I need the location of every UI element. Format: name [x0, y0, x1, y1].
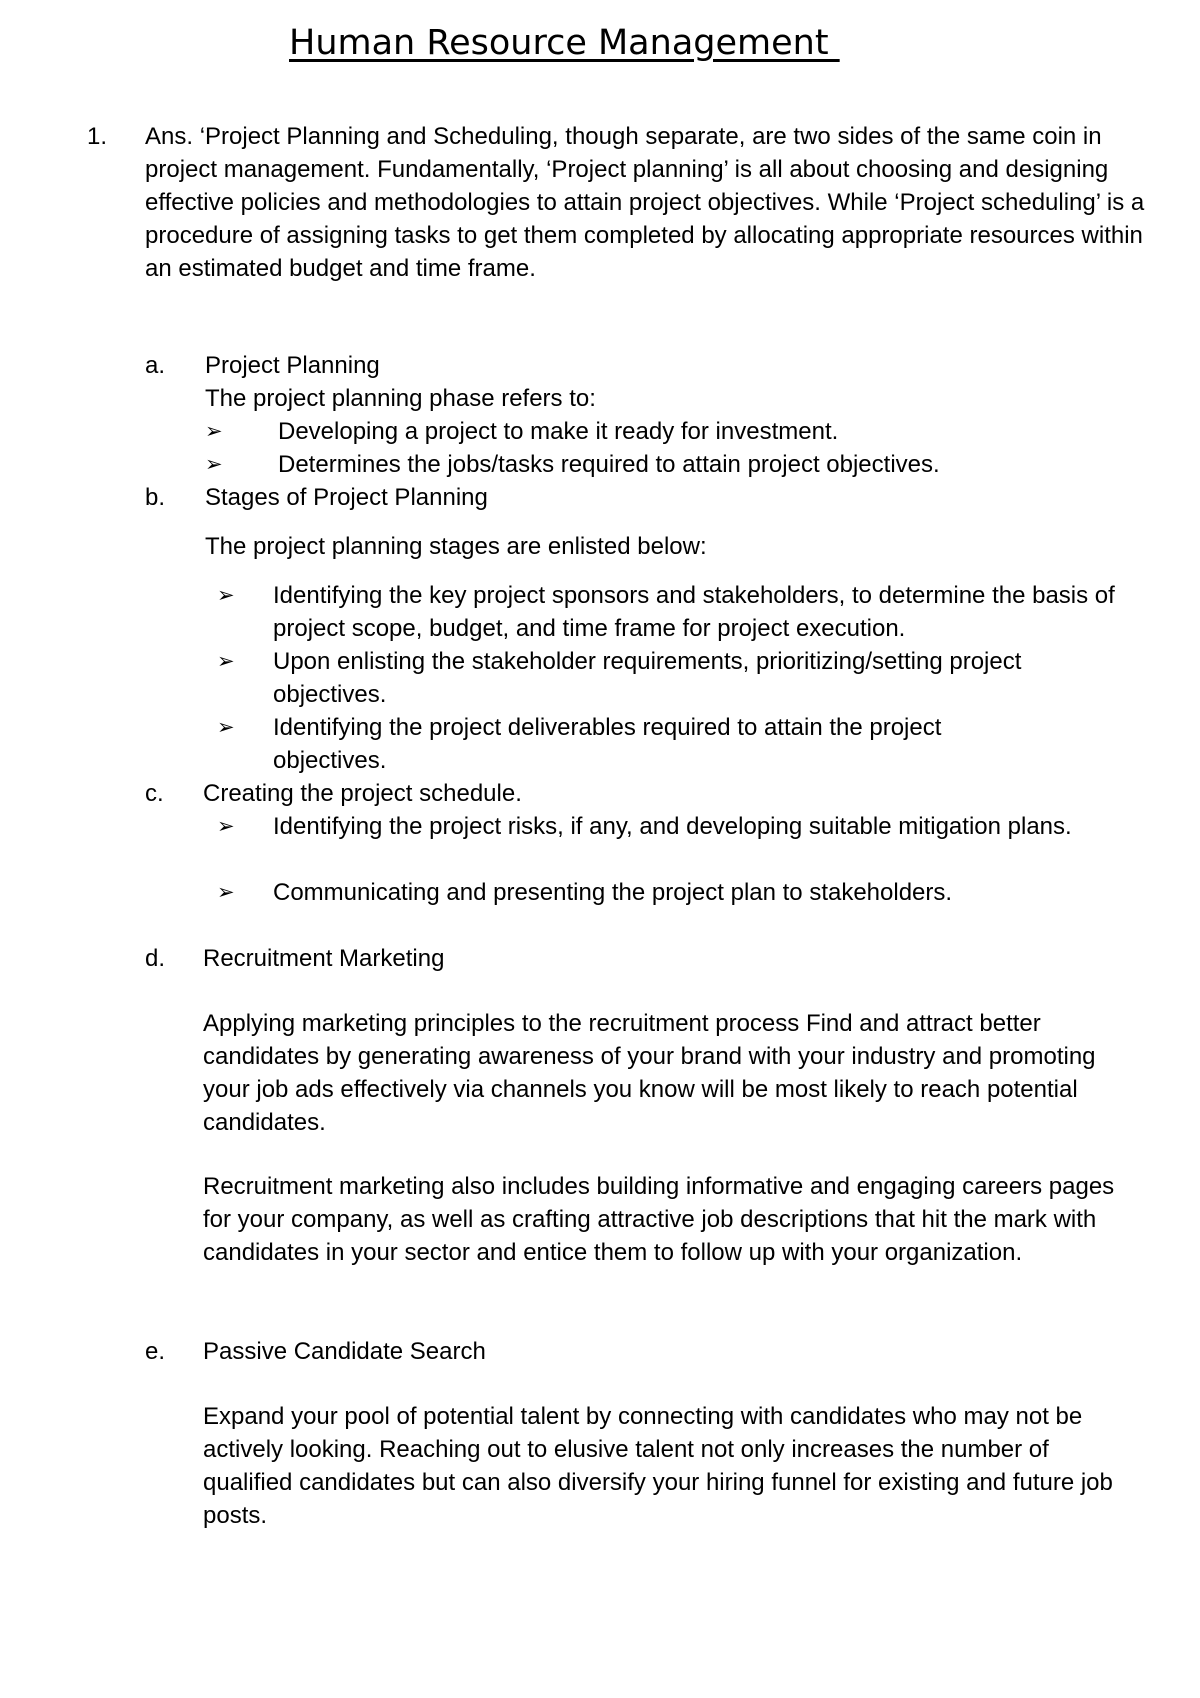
section-a-bullet-1: Developing a project to make it ready for investment. — [278, 418, 839, 445]
arrowhead-bullet-icon: ➢ — [217, 880, 235, 904]
arrowhead-bullet-icon: ➢ — [217, 649, 235, 673]
section-b-bullet-2: Upon enlisting the stakeholder requirements, prioritizing/setting project objectives. — [273, 648, 1022, 708]
section-b-bullet-1: Identifying the key project sponsors and stakeholders, to determine the basis of project scope, budget, and time frame for project execution. — [273, 582, 1115, 642]
section-c-bullet-2: Communicating and presenting the project plan to stakeholders. — [273, 879, 953, 906]
section-d-letter: d. — [145, 945, 166, 972]
arrowhead-bullet-icon: ➢ — [217, 715, 235, 739]
section-b-bullet-3: Identifying the project deliverables required to attain the project objectives. — [273, 714, 942, 774]
section-a-letter: a. — [145, 352, 166, 379]
arrowhead-bullet-icon: ➢ — [217, 583, 235, 607]
document-title: Human Resource Management — [289, 23, 840, 63]
arrowhead-bullet-icon: ➢ — [205, 452, 223, 476]
section-b-letter: b. — [145, 484, 166, 511]
question-number: 1. — [87, 123, 108, 150]
section-e-letter: e. — [145, 1338, 166, 1365]
section-a-heading: Project Planning — [205, 352, 380, 379]
section-e-heading: Passive Candidate Search — [203, 1338, 486, 1365]
arrowhead-bullet-icon: ➢ — [205, 419, 223, 443]
section-d-heading: Recruitment Marketing — [203, 945, 445, 972]
section-a-intro: The project planning phase refers to: — [205, 385, 596, 412]
section-b-heading: Stages of Project Planning — [205, 484, 488, 511]
section-a-bullet-2: Determines the jobs/tasks required to attain project objectives. — [278, 451, 940, 478]
section-e-paragraph-1: Expand your pool of potential talent by connecting with candidates who may not be actively looking. Reaching out to elusive talent not only increases the number of qualified candidates but can also diversify your hiring funnel for existing and future job posts. — [203, 1403, 1113, 1529]
section-d-paragraph-1: Applying marketing principles to the recruitment process Find and attract better candidates by generating awareness of your brand with your industry and promoting your job ads effectively via channels you know will be most likely to reach potential candidates. — [203, 1010, 1096, 1136]
section-c-heading: Creating the project schedule. — [203, 780, 522, 807]
section-c-bullet-1: Identifying the project risks, if any, and developing suitable mitigation plans. — [273, 813, 1072, 840]
section-d-paragraph-2: Recruitment marketing also includes building informative and engaging careers pages for your company, as well as crafting attractive job descriptions that hit the mark with candidates in your sector and entice them to follow up with your organization. — [203, 1173, 1115, 1266]
arrowhead-bullet-icon: ➢ — [217, 814, 235, 838]
answer-intro-paragraph: Ans. ‘Project Planning and Scheduling, though separate, are two sides of the same coin in project management. Fundamentally, ‘Project planning’ is all about choosing and designing effective policies and methodologies to attain project objectives. While ‘Project scheduling’ is a procedure of assigning tasks to get them completed by allocating appropriate resources within an estimated budget and time frame. — [145, 123, 1145, 282]
section-b-intro: The project planning stages are enlisted below: — [205, 533, 707, 560]
section-c-letter: c. — [145, 780, 164, 807]
